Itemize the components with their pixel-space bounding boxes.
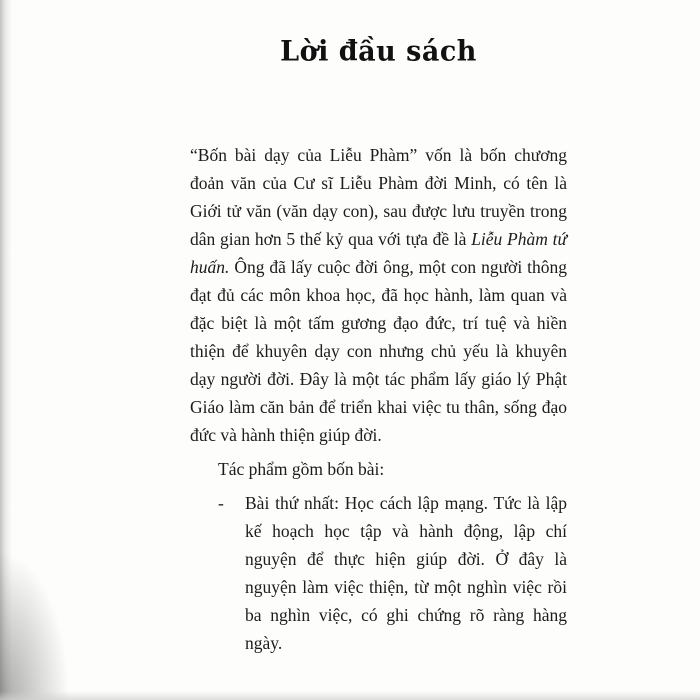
list-item: [190, 489, 567, 657]
paragraph-lead-in: Tác phẩm gồm bốn bài:: [218, 459, 385, 479]
paragraph-intro-segment-1: “Bốn bài dạy của Liễu Phàm” vốn là bốn chương đoản văn của Cư sĩ Liễu Phàm đời Minh, có tên là Giới tử văn (văn dạy con), sau được lưu truyền trong dân gian hơn 5 thế kỷ qua với tựa đề là: [190, 145, 567, 249]
body-text: [190, 141, 567, 657]
list-item-dash-marker: -: [218, 493, 224, 513]
scan-corner-shadow: [0, 550, 70, 700]
scan-bottom-edge-shadow: [0, 691, 700, 700]
lesson-list: [190, 489, 567, 657]
paragraph-intro: [190, 141, 567, 449]
paragraph-intro-segment-2: Ông đã lấy cuộc đời ông, một con người thông đạt đủ các môn khoa học, đã học hành, làm quan và đặc biệt là một tấm gương đạo đức, trí tuệ và hiền thiện để khuyên dạy con nhưng chủ yếu là khuyên dạy người đời. Đây là một tác phẩm lấy giáo lý Phật Giáo làm căn bản để triển khai việc tu thân, sống đạo đức và hành thiện giúp đời.: [190, 257, 567, 445]
page-title: Lời đầu sách: [280, 35, 477, 68]
list-item-text: Bài thứ nhất: Học cách lập mạng. Tức là lập kế hoạch học tập và hành động, lập chí nguyện để thực hiện giúp đời. Ở đây là nguyện làm việc thiện, từ một nghìn việc rồi ba nghìn việc, có ghi chứng rõ ràng hàng ngày.: [245, 493, 567, 653]
page-content: [190, 36, 567, 657]
paragraph-intro-book-title-italic: Liễu Phàm tứ huấn.: [190, 229, 567, 277]
